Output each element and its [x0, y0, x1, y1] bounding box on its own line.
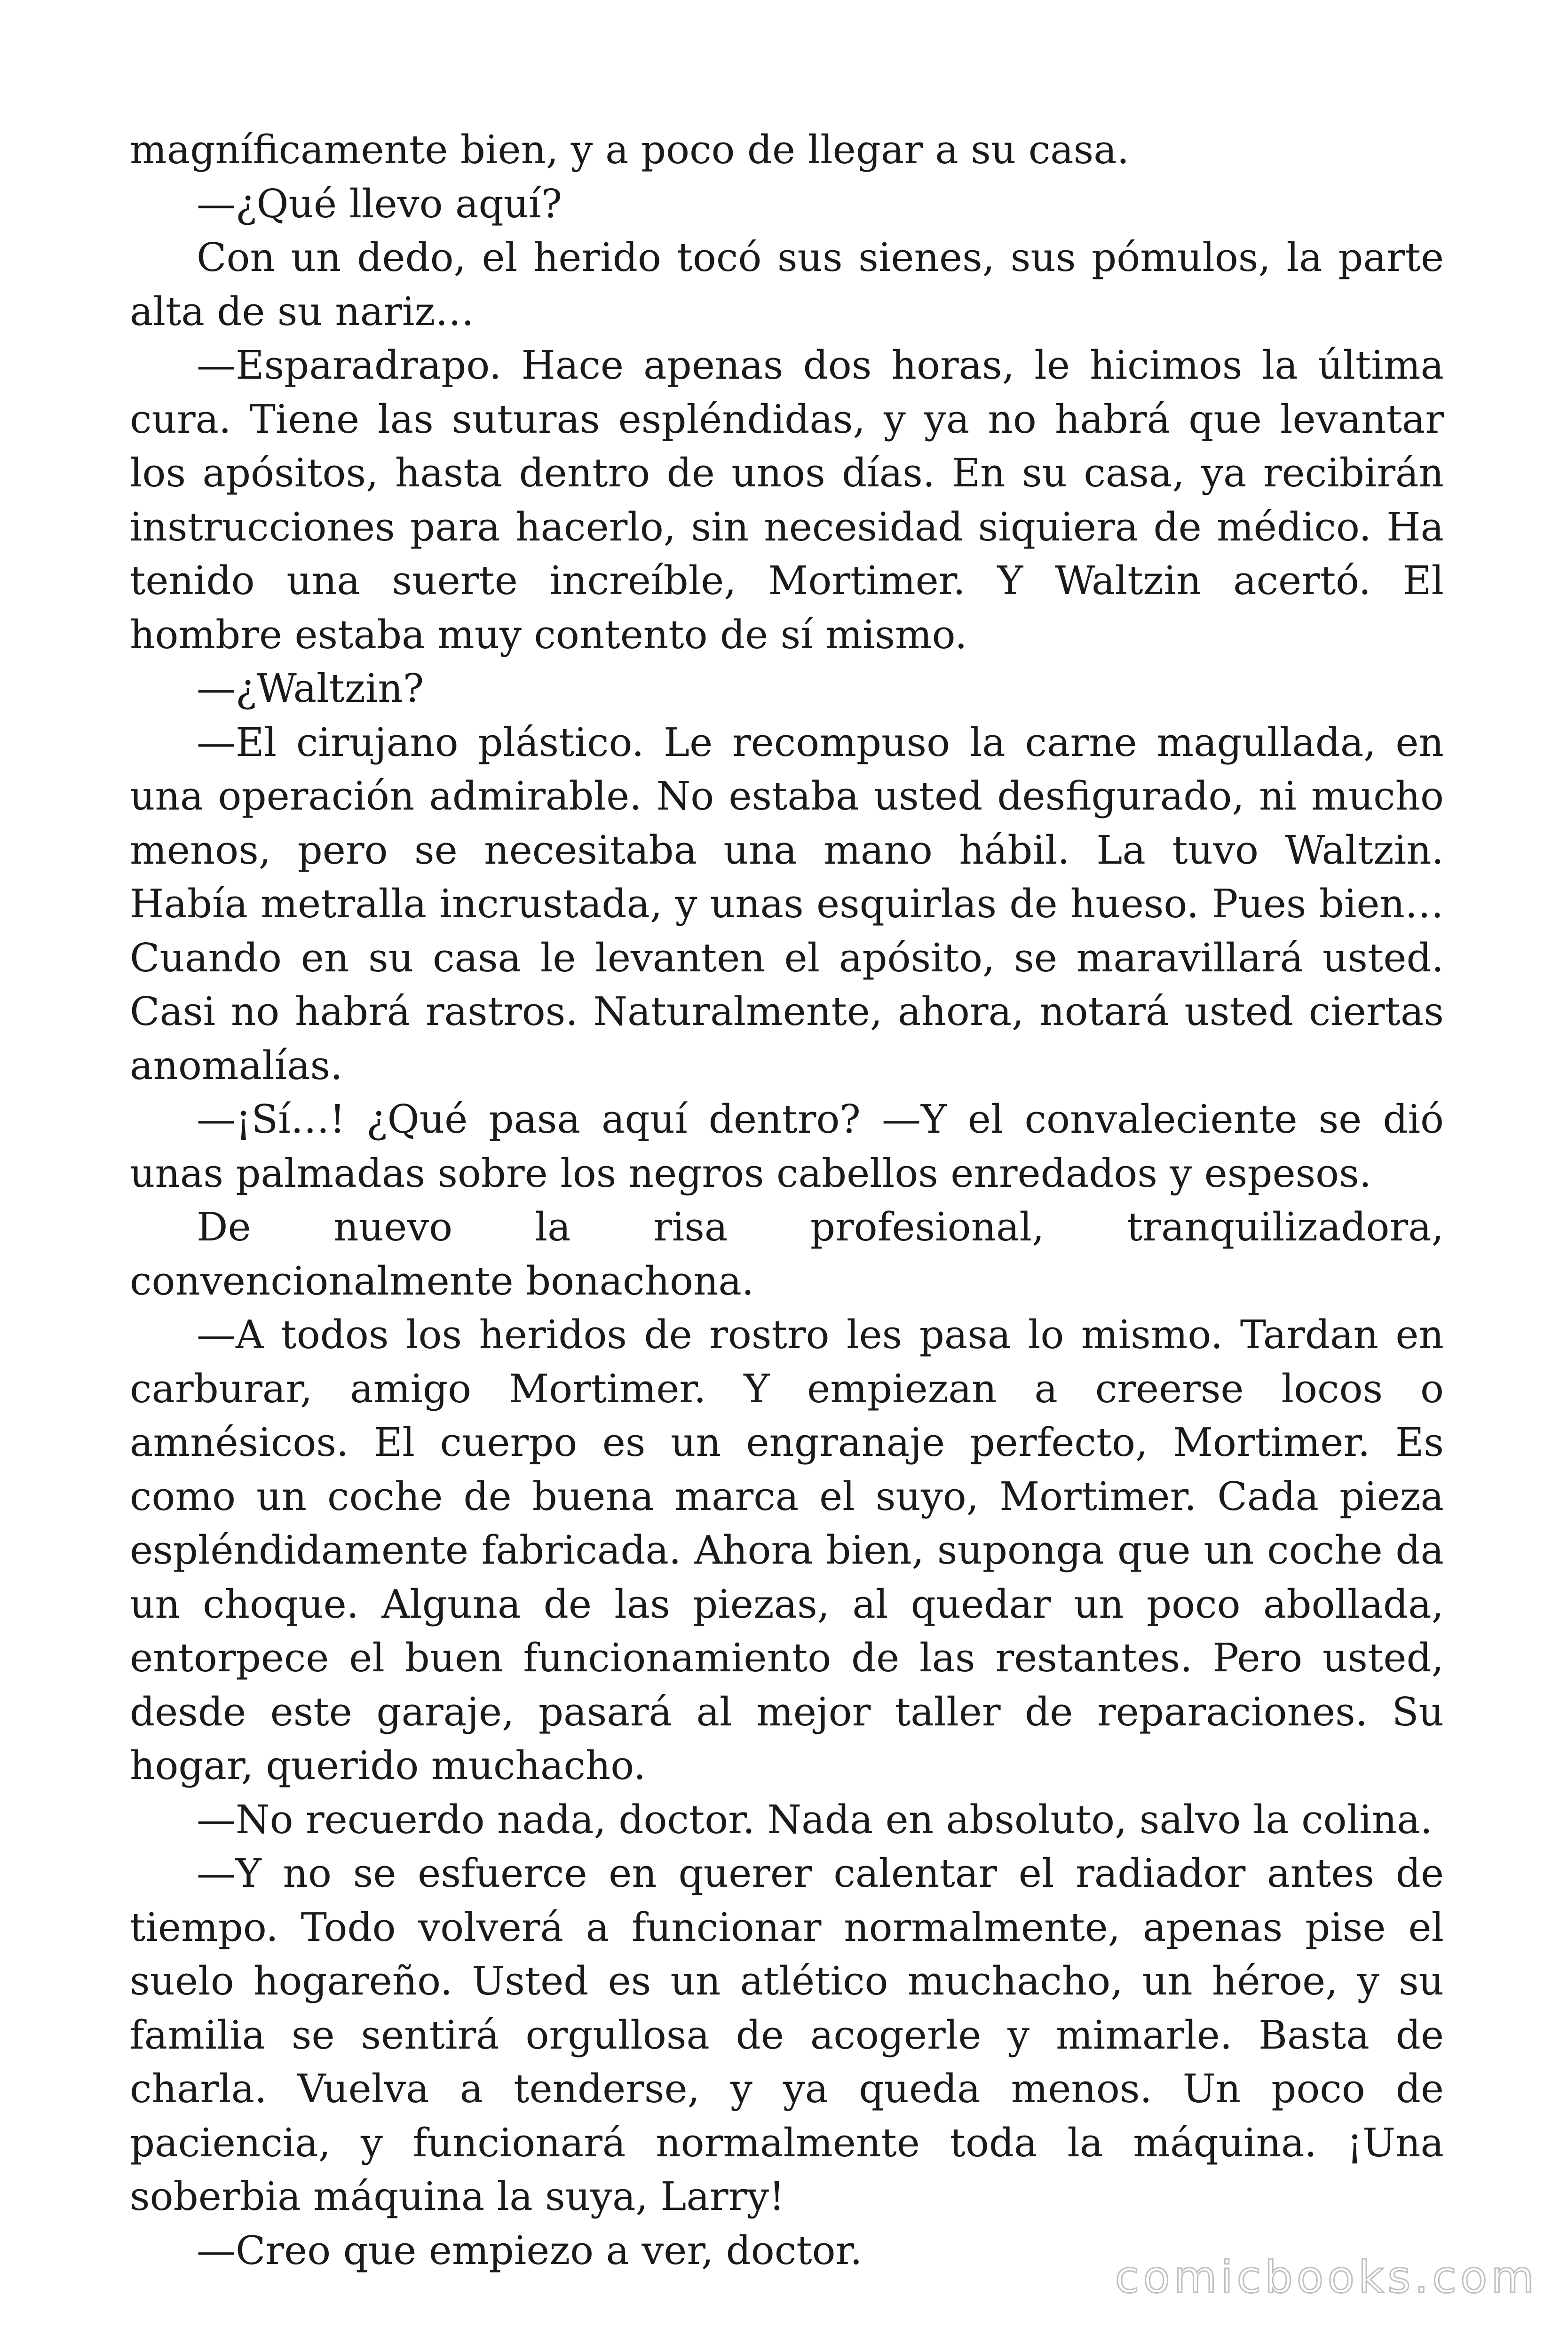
paragraph: —Y no se esfuerce en querer calentar el radiador antes de tiempo. Todo volverá a funcionar normalmente, apenas pise el suelo hogareño. Usted es un atlético muchacho, un héroe, y su familia se sentirá orgullosa de acogerle y mimarle. Basta de charla. Vuelva a tenderse, y ya queda menos. Un poco de paciencia, y funcionará normalmente toda la máquina. ¡Una soberbia máquina la suya, Larry!	[130, 1851, 1444, 2219]
paragraph: magníficamente bien, y a poco de llegar a su casa.	[130, 127, 1130, 173]
paragraph: Con un dedo, el herido tocó sus sienes, sus pómulos, la parte alta de su nariz…	[130, 235, 1444, 334]
paragraph: —No recuerdo nada, doctor. Nada en absoluto, salvo la colina.	[197, 1796, 1433, 1843]
body-text	[130, 123, 1444, 2278]
paragraph: —Creo que empiezo a ver, doctor.	[197, 2227, 863, 2273]
watermark: comicbooks.com	[1115, 2252, 1538, 2303]
paragraph: —Esparadrapo. Hace apenas dos horas, le hicimos la última cura. Tiene las suturas espléndidas, y ya no habrá que levantar los apósitos, hasta dentro de unos días. En su casa, ya recibirán instrucciones para hacerlo, sin necesidad siquiera de médico. Ha tenido una suerte increíble, Mortimer. Y Waltzin acertó. El hombre estaba muy contento de sí mismo.	[130, 342, 1444, 658]
paragraph: —¿Waltzin?	[197, 666, 424, 711]
paragraph: De nuevo la risa profesional, tranquilizadora, convencionalmente bonachona.	[130, 1204, 1444, 1304]
paragraph: —¿Qué llevo aquí?	[197, 181, 562, 227]
paragraph: —A todos los heridos de rostro les pasa lo mismo. Tardan en carburar, amigo Mortimer. Y empiezan a creerse locos o amnésicos. El cuerpo es un engranaje perfecto, Mortimer. Es como un coche de buena marca el suyo, Mortimer. Cada pieza espléndidamente fabricada. Ahora bien, suponga que un coche da un choque. Alguna de las piezas, al quedar un poco abollada, entorpece el buen funcionamiento de las restantes. Pero usted, desde este garaje, pasará al mejor taller de reparaciones. Su hogar, querido muchacho.	[130, 1312, 1444, 1788]
paragraph: —El cirujano plástico. Le recompuso la carne magullada, en una operación admirable. No estaba usted desfigurado, ni mucho menos, pero se necesitaba una mano hábil. La tuvo Waltzin. Había metralla incrustada, y unas esquirlas de hueso. Pues bien… Cuando en su casa le levanten el apósito, se maravillará usted. Casi no habrá rastros. Naturalmente, ahora, notará usted ciertas anomalías.	[130, 719, 1444, 1089]
paragraph: —¡Sí…! ¿Qué pasa aquí dentro? —Y el convaleciente se dió unas palmadas sobre los negros cabellos enredados y espesos.	[130, 1097, 1444, 1196]
